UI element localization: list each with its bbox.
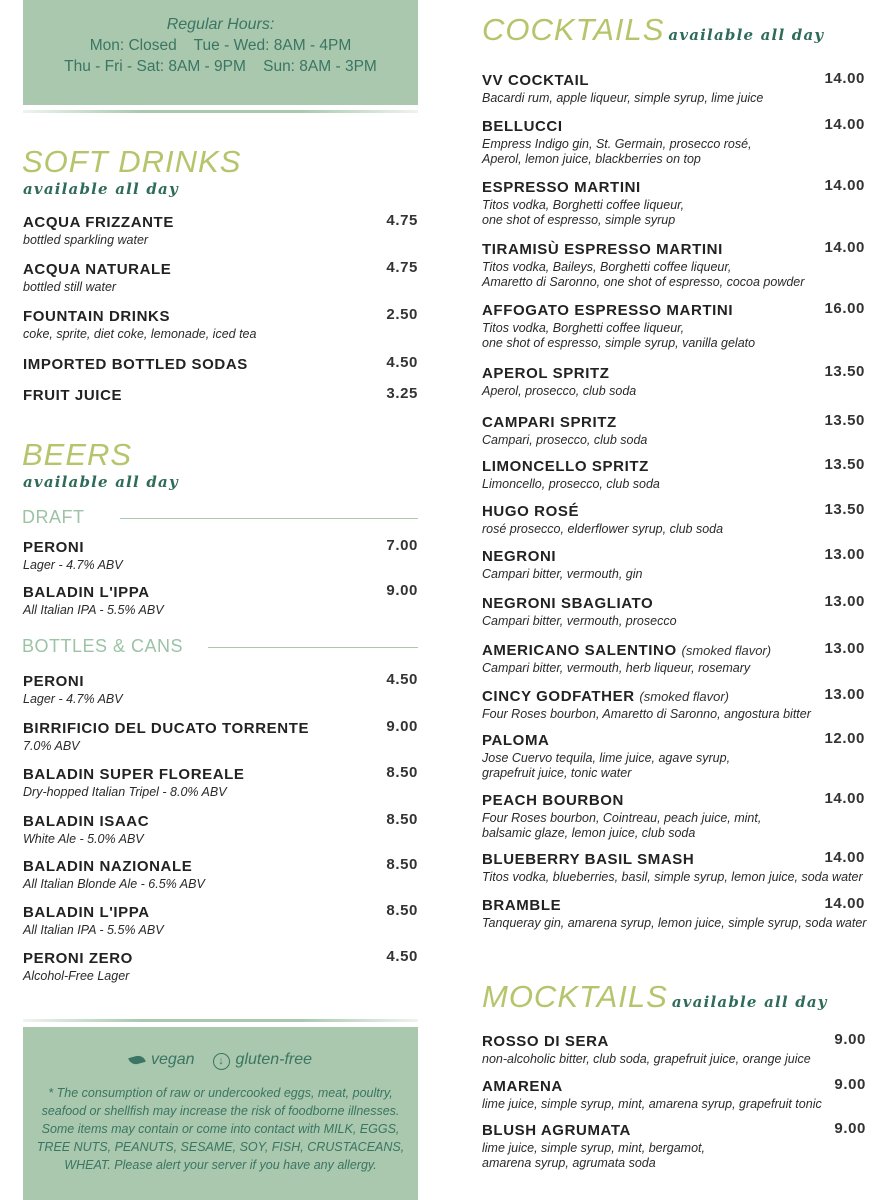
item-name-text: AFFOGATO ESPRESSO MARTINI [482,302,734,319]
item-price: 9.00 [834,1031,866,1048]
item-price: 4.50 [386,354,418,371]
item-price: 14.00 [824,895,865,912]
vegan-legend [129,1051,195,1069]
item-price: 9.00 [386,718,418,735]
item-name-text: CINCY GODFATHER [482,688,635,705]
item-description: Bacardi rum, apple liqueur, simple syrup, lime juice [482,91,764,105]
menu-item [23,904,164,938]
item-name-text: FOUNTAIN DRINKS [23,308,171,325]
item-name [482,792,761,809]
item-name-text: ROSSO DI SERA [482,1033,609,1050]
item-name [23,584,164,601]
gluten-free-legend [213,1051,313,1070]
item-name-text: PALOMA [482,732,550,749]
mocktails-title [482,979,828,1015]
item-name-text: CAMPARI SPRITZ [482,414,617,431]
item-name-text: FRUIT JUICE [23,387,123,404]
menu-item [482,365,636,399]
diet-legend [23,1051,418,1070]
menu-item [482,548,643,582]
item-description: White Ale - 5.0% ABV [23,832,144,846]
menu-item [482,732,730,781]
vegan-label: vegan [150,1051,195,1069]
item-name [23,261,171,278]
item-name [23,308,256,325]
item-description: Titos vodka, Borghetti coffee liqueur, one shot of espresso, simple syrup [482,198,685,227]
item-name [23,673,123,690]
divider [208,647,418,648]
item-description: lime juice, simple syrup, mint, amarena syrup, grapefruit tonic [482,1097,822,1111]
item-price: 13.50 [824,456,865,473]
item-description: All Italian Blonde Ale - 6.5% ABV [23,877,205,891]
item-name [482,72,763,89]
item-name [482,1078,822,1095]
item-price: 8.50 [386,811,418,828]
item-name [23,904,164,921]
item-price: 14.00 [824,70,865,87]
item-price: 13.00 [824,686,865,703]
menu-item [482,414,647,448]
item-note: (smoked flavor) [639,689,729,704]
item-price: 8.50 [386,764,418,781]
item-name [23,766,245,783]
item-name [23,214,174,231]
item-description: Campari bitter, vermouth, prosecco [482,614,677,628]
item-description: bottled sparkling water [23,233,149,247]
item-price: 12.00 [824,730,865,747]
menu-item [482,792,761,841]
item-price: 14.00 [824,116,865,133]
item-name-text: BIRRIFICIO DEL DUCATO TORRENTE [23,720,310,737]
item-name-text: BALADIN L'IPPA [23,584,150,601]
item-name [23,539,123,556]
item-price: 14.00 [824,177,865,194]
item-description: lime juice, simple syrup, mint, bergamot, amarena syrup, agrumata soda [482,1141,705,1170]
item-name [23,356,248,373]
menu-item [482,1078,822,1112]
cocktails-title [482,12,824,48]
item-name [482,458,660,475]
item-name-text: BELLUCCI [482,118,563,135]
item-price: 13.00 [824,593,865,610]
item-description: rosé prosecco, elderflower syrup, club soda [482,522,724,536]
item-price: 16.00 [824,300,865,317]
gluten-free-label: gluten-free [235,1051,313,1068]
item-price: 14.00 [824,790,865,807]
item-name-text: TIRAMISÙ ESPRESSO MARTINI [482,241,723,258]
item-name-text: NEGRONI [482,548,557,565]
item-name-text: PERONI ZERO [23,950,133,967]
menu-item [23,813,149,847]
menu-item [23,950,133,984]
item-price: 9.00 [386,582,418,599]
item-price: 8.50 [386,902,418,919]
item-name [482,1033,811,1050]
item-price: 13.00 [824,640,865,657]
menu-item [23,673,123,707]
menu-item [482,1033,811,1067]
item-name-text: BRAMBLE [482,897,562,914]
cocktails-subtitle: available all day [668,26,825,44]
item-price: 13.50 [824,363,865,380]
mocktails-subtitle: available all day [671,993,828,1011]
hours-panel [23,0,418,105]
menu-item [482,458,660,492]
item-description: Titos vodka, blueberries, basil, simple syrup, lemon juice, soda water [482,870,863,884]
item-description: Tanqueray gin, amarena syrup, lemon juice, simple syrup, soda water [482,916,867,930]
item-description: Jose Cuervo tequila, lime juice, agave syrup, grapefruit juice, tonic water [482,751,731,780]
menu-item [23,261,171,295]
item-description: Campari, prosecco, club soda [482,433,648,447]
item-price: 13.00 [824,546,865,563]
item-name [23,950,133,967]
item-name [23,720,309,737]
item-description: coke, sprite, diet coke, lemonade, iced tea [23,327,257,341]
menu-item [23,214,174,248]
leaf-icon [128,1054,146,1066]
soft-drinks-title: SOFT DRINKS [22,144,242,179]
item-description: bottled still water [23,280,117,294]
item-name-text: AMARENA [482,1078,563,1095]
item-description: Campari bitter, vermouth, gin [482,567,643,581]
item-name [482,179,684,196]
menu-item [23,720,309,754]
item-name [23,813,149,830]
menu-item [482,241,804,290]
item-name-text: PERONI [23,539,85,556]
item-name [482,595,677,612]
item-description: Four Roses bourbon, Cointreau, peach juice, mint, balsamic glaze, lemon juice, club soda [482,811,762,840]
menu-item [482,302,755,351]
beers-title: BEERS [22,437,133,472]
item-name [482,642,771,659]
mocktails-title-text: MOCKTAILS [482,979,668,1014]
menu-item [23,387,122,404]
item-name [482,302,755,319]
item-description: Aperol, prosecco, club soda [482,384,637,398]
item-name-text: BALADIN ISAAC [23,813,150,830]
item-price: 3.25 [386,385,418,402]
item-name [482,732,730,749]
item-name-text: ESPRESSO MARTINI [482,179,641,196]
item-price: 13.50 [824,501,865,518]
menu-item [23,766,245,800]
menu-item [482,688,811,722]
hours-line: Mon: Closed Tue - Wed: 8AM - 4PM [89,37,352,54]
item-price: 13.50 [824,412,865,429]
menu-item [23,308,256,342]
item-description: All Italian IPA - 5.5% ABV [23,603,164,617]
menu-item [482,642,771,676]
item-description: Four Roses bourbon, Amaretto di Saronno, angostura bitter [482,707,811,721]
menu-item [482,595,677,629]
item-name-text: BLUEBERRY BASIL SMASH [482,851,695,868]
allergy-disclaimer: * The consumption of raw or undercooked eggs, meat, poultry, seafood or shellfish may increase the risk of foodborne illnesses. Some items may contain or come into contact with MILK, EGGS, TREE NUTS, PEANUTS, SESAME, SOY, FISH, CRUSTACEANS, WHEAT. Please alert your server if you have any allergy. [36,1085,405,1172]
item-name-text: BALADIN L'IPPA [23,904,150,921]
item-name-text: ACQUA FRIZZANTE [23,214,174,231]
item-name-text: PERONI [23,673,85,690]
item-description: Alcohol-Free Lager [23,969,130,983]
item-name [482,688,811,705]
item-price: 4.75 [386,259,418,276]
divider [120,518,418,519]
item-price: 4.50 [386,948,418,965]
item-description: Titos vodka, Baileys, Borghetti coffee liqueur, Amaretto di Saronno, one shot of espresso, cocoa powder [482,260,805,289]
item-name-text: AMERICANO SALENTINO [482,642,677,659]
item-name [23,858,205,875]
item-name [482,414,647,431]
soft-drinks-subtitle: available all day [23,180,179,198]
menu-item [482,179,684,228]
draft-heading: DRAFT [22,507,85,527]
item-price: 14.00 [824,849,865,866]
item-name [482,365,636,382]
item-description: All Italian IPA - 5.5% ABV [23,923,164,937]
item-name-text: BALADIN NAZIONALE [23,858,193,875]
beers-subtitle: available all day [23,473,179,491]
item-price: 4.50 [386,671,418,688]
item-name-text: IMPORTED BOTTLED SODAS [23,356,248,373]
menu-item [23,858,205,892]
item-name [482,241,804,258]
item-description: Titos vodka, Borghetti coffee liqueur, one shot of espresso, simple syrup, vanilla gelato [482,321,756,350]
item-price: 9.00 [834,1120,866,1137]
item-description: Empress Indigo gin, St. Germain, prosecco rosé, Aperol, lemon juice, blackberries on top [482,137,752,166]
footer-panel [23,1027,418,1200]
item-description: Lager - 4.7% ABV [23,558,123,572]
item-note: (smoked flavor) [681,643,772,658]
hours-title: Regular Hours: [166,16,275,33]
item-name-text: NEGRONI SBAGLIATO [482,595,654,612]
item-name [482,548,643,565]
menu-item [23,584,164,618]
menu-item [23,539,123,573]
item-price: 9.00 [834,1076,866,1093]
item-price: 8.50 [386,856,418,873]
item-price: 7.00 [386,537,418,554]
item-name-text: LIMONCELLO SPRITZ [482,458,649,475]
hours-line: Thu - Fri - Sat: 8AM - 9PM Sun: 8AM - 3PM [64,58,377,75]
item-price: 4.75 [386,212,418,229]
item-description: Limoncello, prosecco, club soda [482,477,660,491]
gluten-free-icon: ↓ [213,1053,230,1070]
item-price: 2.50 [386,306,418,323]
item-price: 14.00 [824,239,865,256]
item-description: Lager - 4.7% ABV [23,692,123,706]
item-name-text: APEROL SPRITZ [482,365,610,382]
item-name-text: HUGO ROSÉ [482,503,580,520]
item-description: 7.0% ABV [23,739,80,753]
menu-item [482,503,723,537]
menu-item [482,1122,705,1171]
item-name [482,1122,705,1139]
menu-item [482,72,763,106]
item-description: Dry-hopped Italian Tripel - 8.0% ABV [23,785,227,799]
cocktails-title-text: COCKTAILS [482,12,665,47]
menu-item [23,356,248,373]
item-description: Campari bitter, vermouth, herb liqueur, rosemary [482,661,751,675]
item-name-text: PEACH BOURBON [482,792,624,809]
item-name-text: BALADIN SUPER FLOREALE [23,766,245,783]
item-name-text: VV COCKTAIL [482,72,590,89]
menu-item [482,118,752,167]
item-name [482,118,752,135]
item-description: non-alcoholic bitter, club soda, grapefruit juice, orange juice [482,1052,811,1066]
divider [23,110,418,113]
item-name-text: BLUSH AGRUMATA [482,1122,631,1139]
divider [23,1019,418,1022]
item-name [482,503,723,520]
bottles-heading: BOTTLES & CANS [22,636,184,656]
item-name-text: ACQUA NATURALE [23,261,172,278]
item-name [23,387,122,404]
